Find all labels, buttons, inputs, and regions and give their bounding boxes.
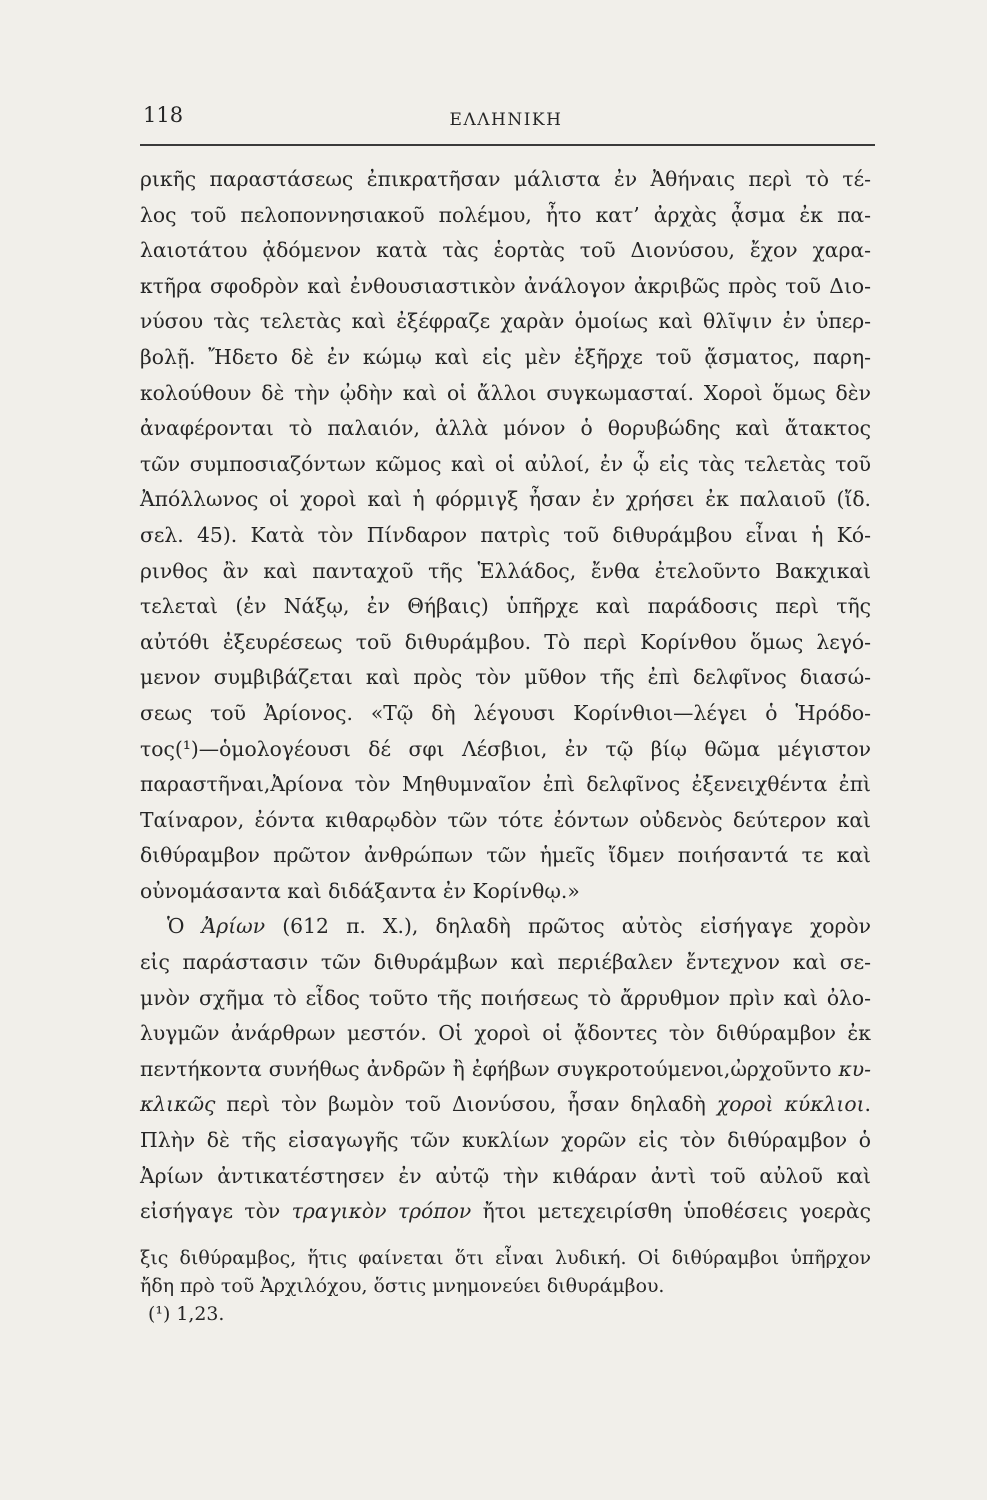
text-run: εἰσήγαγε τὸν [140,1199,292,1224]
paragraph [140,909,872,1229]
text-run: ἤδη πρὸ τοῦ Ἀρχιλόχου, ὅστις μνημονεύει διθυράμβου. [140,1275,665,1297]
text-run: πεντήκοντα συνήθως ἀνδρῶν ἢ ἐφήβων συγκροτούμενοι,ὠρχοῦντο [140,1056,839,1081]
running-head: ΕΛΛΗΝΙΚΗ [449,110,563,130]
line-content [140,416,871,440]
line-content [140,1164,871,1188]
line-content [140,1021,871,1045]
footnote [140,1244,872,1300]
italic-text: χοροὶ κύκλιοι [716,1092,865,1117]
text-line [140,269,872,305]
text-run: τῶν συμποσιαζόντων κῶμος καὶ οἱ αὐλοί, ἐν ᾧ εἰς τὰς τελετὰς τοῦ [140,451,871,476]
text-run: σελ. 45). Κατὰ τὸν Πίνδαρον πατρὶς τοῦ διθυράμβου εἶναι ἡ Κό- [140,522,871,547]
footnote [140,1300,872,1328]
text-run: μενον συμβιβάζεται καὶ πρὸς τὸν μῦθον τῆς ἐπὶ δελφῖνος διασώ- [140,665,871,690]
line-content [140,309,871,333]
line-content [140,665,871,689]
text-run: ἀναφέρονται τὸ παλαιόν, ἀλλὰ μόνον ὁ θορυβώδης καὶ ἄτακτος [140,416,871,441]
text-line [140,198,872,234]
text-run: τος(¹)—ὁμολογέουσι δέ σφι Λέσβιοι, ἐν τῷ βίῳ θῶμα μέγιστον [140,736,871,761]
text-run: ρικῆς παραστάσεως ἐπικρατῆσαν μάλιστα ἐν Ἀθήναις περὶ τὸ τέ- [140,167,871,191]
text-run: κτῆρα σφοδρὸν καὶ ἐνθουσιαστικὸν ἀνάλογον ἀκριβῶς πρὸς τοῦ Διο- [140,273,871,298]
text-line [140,162,872,198]
line-content [140,1275,664,1297]
text-line [140,945,872,981]
line-content [140,950,871,974]
footnote-line [140,1244,872,1272]
text-run: διθύραμβον πρῶτον ἀνθρώπων τῶν ἡμεῖς ἴδμεν ποιήσαντά τε καὶ [140,843,871,868]
text-run: Ταίναρον, ἐόντα κιθαρῳδὸν τῶν τότε ἐόντων οὐδενὸς δεύτερον καὶ [140,807,871,832]
text-run: λος τοῦ πελοποννησιακοῦ πολέμου, ἦτο κατ’ ἀρχὰς ᾆσμα ἐκ πα- [140,202,871,227]
text-run: αὐτόθι ἐξευρέσεως τοῦ διθυράμβου. Τὸ περὶ Κορίνθου ὅμως λεγό- [140,629,871,654]
text-line [140,376,872,412]
italic-text: κυ- [838,1056,871,1081]
text-line [140,411,872,447]
line-content [140,630,871,654]
line-content [140,1247,871,1269]
text-run: (612 π. Χ.), δηλαδὴ πρῶτος αὐτὸς εἰσήγαγε χορὸν [265,914,871,939]
line-content [140,167,871,191]
text-run: οὐνομάσαντα καὶ διδάξαντα ἐν Κορίνθῳ.» [140,878,580,903]
page-number: 118 [143,103,184,127]
italic-text: τραγικὸν τρόπον [291,1199,472,1224]
italic-text: Ἀρίων [201,914,266,939]
line-content [140,1057,871,1081]
text-run: Ὁ [167,914,202,939]
line-content [140,452,871,476]
text-run: εἰς παράστασιν τῶν διθυράμβων καὶ περιέβαλεν ἔντεχνον καὶ σε- [140,950,871,975]
text-line [140,803,872,839]
text-run: περὶ τὸν βωμὸν τοῦ Διονύσου, ἦσαν δηλαδὴ [215,1092,717,1117]
line-content [140,1092,871,1116]
text-run: ξις διθύραμβος, ἥτις φαίνεται ὅτι εἶναι λυδική. Οἱ διθύραμβοι ὑπῆρχον [140,1247,871,1269]
text-line [140,554,872,590]
line-content [140,843,871,867]
text-line [140,874,872,910]
text-line [140,589,872,625]
paragraph [140,162,872,909]
line-content [140,772,871,796]
line-content [140,1199,871,1223]
text-line [140,909,872,945]
text-run: Ἀρίων ἀντικατέστησεν ἐν αὐτῷ τὴν κιθάραν ἀντὶ τοῦ αὐλοῦ καὶ [140,1163,871,1188]
line-content [140,737,871,761]
italic-text: κλικῶς [140,1092,216,1117]
text-line [140,518,872,554]
text-line [140,660,872,696]
text-run: Πλὴν δὲ τῆς εἰσαγωγῆς τῶν κυκλίων χορῶν εἰς τὸν διθύραμβον ὁ [140,1128,871,1153]
line-content [140,274,871,298]
text-run: παραστῆναι,Ἀρίονα τὸν Μηθυμναῖον ἐπὶ δελφῖνος ἐξενειχθέντα ἐπὶ [140,772,871,797]
text-run: . [864,1092,871,1117]
text-line [140,625,872,661]
line-content [140,559,871,583]
line-content [140,203,871,227]
text-run: σεως τοῦ Ἀρίονος. «Τῷ δὴ λέγουσι Κορίνθιοι—λέγει ὁ Ἡρόδο- [140,700,871,725]
text-run: λυγμῶν ἀνάρθρων μεστόν. Οἱ χοροὶ οἱ ᾄδοντες τὸν διθύραμβον ἐκ [140,1021,871,1046]
line-content [140,523,871,547]
text-run: νύσου τὰς τελετὰς καὶ ἐξέφραζε χαρὰν ὁμοίως καὶ θλῖψιν ἐν ὑπερ- [140,309,871,334]
text-line [140,981,872,1017]
line-content [140,879,580,903]
text-run: τελεταὶ (ἐν Νάξῳ, ἐν Θήβαις) ὑπῆρχε καὶ παράδοσις περὶ τῆς [140,594,871,619]
text-line [140,838,872,874]
text-run: βολῇ. Ἤδετο δὲ ἐν κώμῳ καὶ εἰς μὲν ἐξῆρχε τοῦ ᾄσματος, παρη- [140,344,871,369]
text-line [140,1159,872,1195]
line-content [140,487,871,511]
text-run: ἤτοι μετεχειρίσθη ὑποθέσεις γοερὰς [471,1199,871,1224]
text-line [140,767,872,803]
footnote-line [140,1272,872,1300]
text-line [140,1123,872,1159]
line-content [140,808,871,832]
text-line [140,1087,872,1123]
text-line [140,482,872,518]
text-line [140,304,872,340]
text-run: ρινθος ἂν καὶ πανταχοῦ τῆς Ἑλλάδος, ἔνθα ἐτελοῦντο Βακχικαὶ [140,558,871,583]
text-line [140,1194,872,1230]
text-line [140,732,872,768]
line-content [140,238,871,262]
footnotes [140,1244,872,1328]
text-line [140,340,872,376]
line-content [140,701,871,725]
text-line [140,447,872,483]
body-text [140,162,872,1230]
line-content [167,914,871,938]
text-line [140,696,872,732]
line-content [140,986,871,1010]
text-line [140,1052,872,1088]
text-run: κολούθουν δὲ τὴν ᾠδὴν καὶ οἱ ἄλλοι συγκωμασταί. Χοροὶ ὅμως δὲν [140,380,871,405]
text-run: μνὸν σχῆμα τὸ εἶδος τοῦτο τῆς ποιήσεως τὸ ἄρρυθμον πρὶν καὶ ὀλο- [140,985,871,1010]
text-run: (¹) 1,23. [148,1303,225,1325]
text-line [140,1016,872,1052]
text-line [140,233,872,269]
header-rule [140,144,875,146]
line-content [140,381,871,405]
line-content [148,1303,224,1325]
footnote-line [140,1300,872,1328]
line-content [140,345,871,369]
text-run: Ἀπόλλωνος οἱ χοροὶ καὶ ἡ φόρμιγξ ἦσαν ἐν χρήσει ἐκ παλαιοῦ (ἴδ. [140,487,871,512]
text-run: λαιοτάτου ᾀδόμενον κατὰ τὰς ἑορτὰς τοῦ Διονύσου, ἔχον χαρα- [140,238,871,263]
line-content [140,594,871,618]
line-content [140,1128,871,1152]
